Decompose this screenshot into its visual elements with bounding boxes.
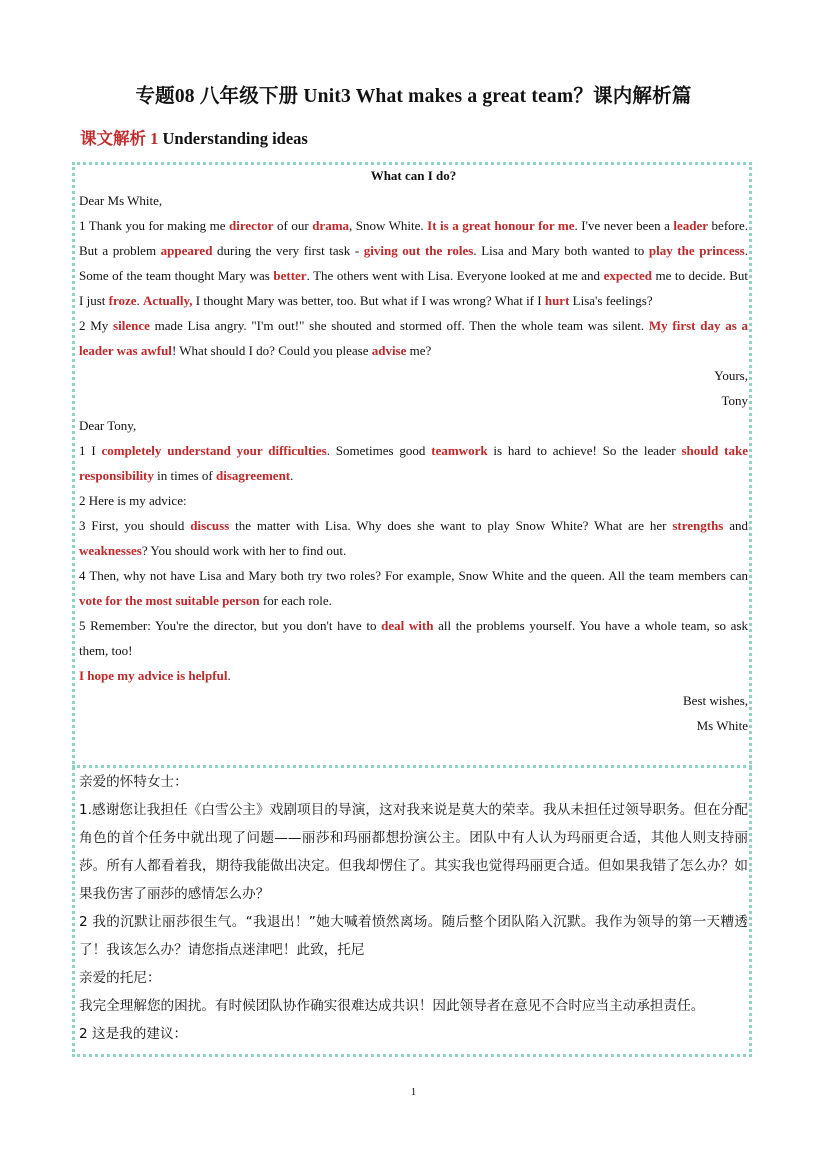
white-greeting: Dear Tony, xyxy=(79,418,137,433)
highlighted-phrase: should take responsibility xyxy=(79,443,748,483)
zh-greeting-2: 亲爱的托尼： xyxy=(79,970,161,986)
text-run: . Some of the team thought Mary was xyxy=(79,243,748,283)
tony-greeting: Dear Ms White, xyxy=(79,193,163,208)
white-signature: Ms White xyxy=(696,718,748,733)
white-paragraph-4 xyxy=(79,563,748,613)
highlighted-phrase: leader xyxy=(673,218,709,233)
tony-paragraph-1 xyxy=(79,213,748,313)
highlighted-phrase: giving out the roles xyxy=(363,243,474,258)
text-run: 4 Then, why not have Lisa and Mary both try two roles? For example, Snow White and the queen. All the team members can xyxy=(79,568,748,583)
text-run: all the problems yourself. You have a whole team, so ask them, too! xyxy=(79,618,748,658)
highlighted-phrase: better xyxy=(273,268,307,283)
white-paragraph-2: 2 Here is my advice: xyxy=(79,493,187,508)
tony-paragraph-2 xyxy=(79,313,748,363)
letter-title: What can I do? xyxy=(370,168,457,183)
section-heading-zh: 课文解析 1 xyxy=(80,129,159,148)
highlighted-phrase: play the princess xyxy=(648,243,745,258)
white-closing: Best wishes, xyxy=(683,693,748,708)
text-run: me? xyxy=(406,343,432,358)
zh-greeting-1: 亲爱的怀特女士： xyxy=(79,774,188,790)
text-run: during the very first task - xyxy=(212,243,364,258)
text-run: ? You should work with her to find out. xyxy=(141,543,347,558)
highlighted-phrase: advise xyxy=(371,343,407,358)
highlighted-phrase: vote for the most suitable person xyxy=(79,593,260,608)
highlighted-phrase: drama xyxy=(312,218,350,233)
highlighted-phrase: discuss xyxy=(190,518,230,533)
highlighted-phrase: My first day as a leader was awful xyxy=(79,318,748,358)
highlighted-phrase: silence xyxy=(113,318,150,333)
text-run: Lisa's feelings? xyxy=(569,293,653,308)
zh-paragraph-2: 2 我的沉默让丽莎很生气。“我退出！”她大喊着愤然离场。随后整个团队陷入沉默。我作为领导的第一天糟透了！我该怎么办？请您指点迷津吧！此致，托尼 xyxy=(79,914,748,958)
highlighted-phrase: I hope my advice is helpful xyxy=(79,668,228,683)
text-run: for each role. xyxy=(259,593,332,608)
highlighted-phrase: teamwork xyxy=(431,443,488,458)
text-run: . Sometimes good xyxy=(326,443,432,458)
zh-paragraph-1: 1.感谢您让我担任《白雪公主》戏剧项目的导演，这对我来说是莫大的荣幸。我从未担任过领导职务。但在分配角色的首个任务中就出现了问题——丽莎和玛丽都想扮演公主。团队中有人认为玛丽更合适，其他人则支持丽莎。所有人都看着我，期待我能做出决定。但我却愣住了。其实我也觉得玛丽更合适。但如果我错了怎么办？如果我伤害了丽莎的感情怎么办？ xyxy=(79,802,748,902)
section-heading-en: Understanding ideas xyxy=(158,129,308,148)
text-run: . xyxy=(290,468,294,483)
tony-closing: Yours, xyxy=(714,368,748,383)
highlighted-phrase: expected xyxy=(603,268,652,283)
highlighted-phrase: Actually, xyxy=(143,293,193,308)
text-run: . I've never been a xyxy=(574,218,674,233)
text-run: 1 I xyxy=(79,443,102,458)
chinese-translation xyxy=(79,768,748,1048)
text-run: in times of xyxy=(153,468,216,483)
highlighted-phrase: It is a great honour for me xyxy=(427,218,575,233)
highlighted-phrase: hurt xyxy=(544,293,570,308)
text-run: ! What should I do? Could you please xyxy=(171,343,372,358)
english-letters xyxy=(79,163,748,738)
highlighted-phrase: froze xyxy=(108,293,137,308)
text-run: the matter with Lisa. Why does she want to play Snow White? What are her xyxy=(229,518,673,533)
white-paragraph-6 xyxy=(79,663,748,688)
text-run: . xyxy=(227,668,231,683)
highlighted-phrase: appeared xyxy=(160,243,213,258)
text-run: . xyxy=(136,293,144,308)
zh-paragraph-4: 2 这是我的建议： xyxy=(79,1026,188,1042)
text-run: 2 My xyxy=(79,318,114,333)
text-run: 5 Remember: You're the director, but you don't have to xyxy=(79,618,382,633)
page-title: 专题08 八年级下册 Unit3 What makes a great team？课内解析篇 xyxy=(135,86,692,107)
text-run: 3 First, you should xyxy=(79,518,191,533)
white-paragraph-1 xyxy=(79,438,748,488)
highlighted-phrase: completely understand your difficulties xyxy=(101,443,327,458)
text-run: is hard to achieve! So the leader xyxy=(487,443,682,458)
section-heading xyxy=(80,125,308,149)
text-run: before. But a problem xyxy=(79,218,748,258)
text-run: me to decide. But I just xyxy=(79,268,748,308)
white-paragraph-3 xyxy=(79,513,748,563)
text-run: made Lisa angry. "I'm out!" she shouted and stormed off. Then the whole team was silent. xyxy=(149,318,649,333)
page-number: 1 xyxy=(410,1086,417,1098)
text-run: . Lisa and Mary both wanted to xyxy=(473,243,649,258)
highlighted-phrase: director xyxy=(229,218,274,233)
text-run: , Snow White. xyxy=(349,218,428,233)
highlighted-phrase: deal with xyxy=(381,618,434,633)
text-run: 1 Thank you for making me xyxy=(79,218,229,233)
highlighted-phrase: disagreement xyxy=(216,468,291,483)
highlighted-phrase: weaknesses xyxy=(79,543,142,558)
white-paragraph-5 xyxy=(79,613,748,663)
tony-signature: Tony xyxy=(721,393,748,408)
text-run: of our xyxy=(273,218,313,233)
text-run: . The others went with Lisa. Everyone looked at me and xyxy=(306,268,604,283)
highlighted-phrase: strengths xyxy=(672,518,724,533)
text-run: and xyxy=(723,518,749,533)
text-run: I thought Mary was better, too. But what if I was wrong? What if I xyxy=(192,293,545,308)
zh-paragraph-3: 我完全理解您的困扰。有时候团队协作确实很难达成共识！因此领导者在意见不合时应当主动承担责任。 xyxy=(79,998,705,1014)
